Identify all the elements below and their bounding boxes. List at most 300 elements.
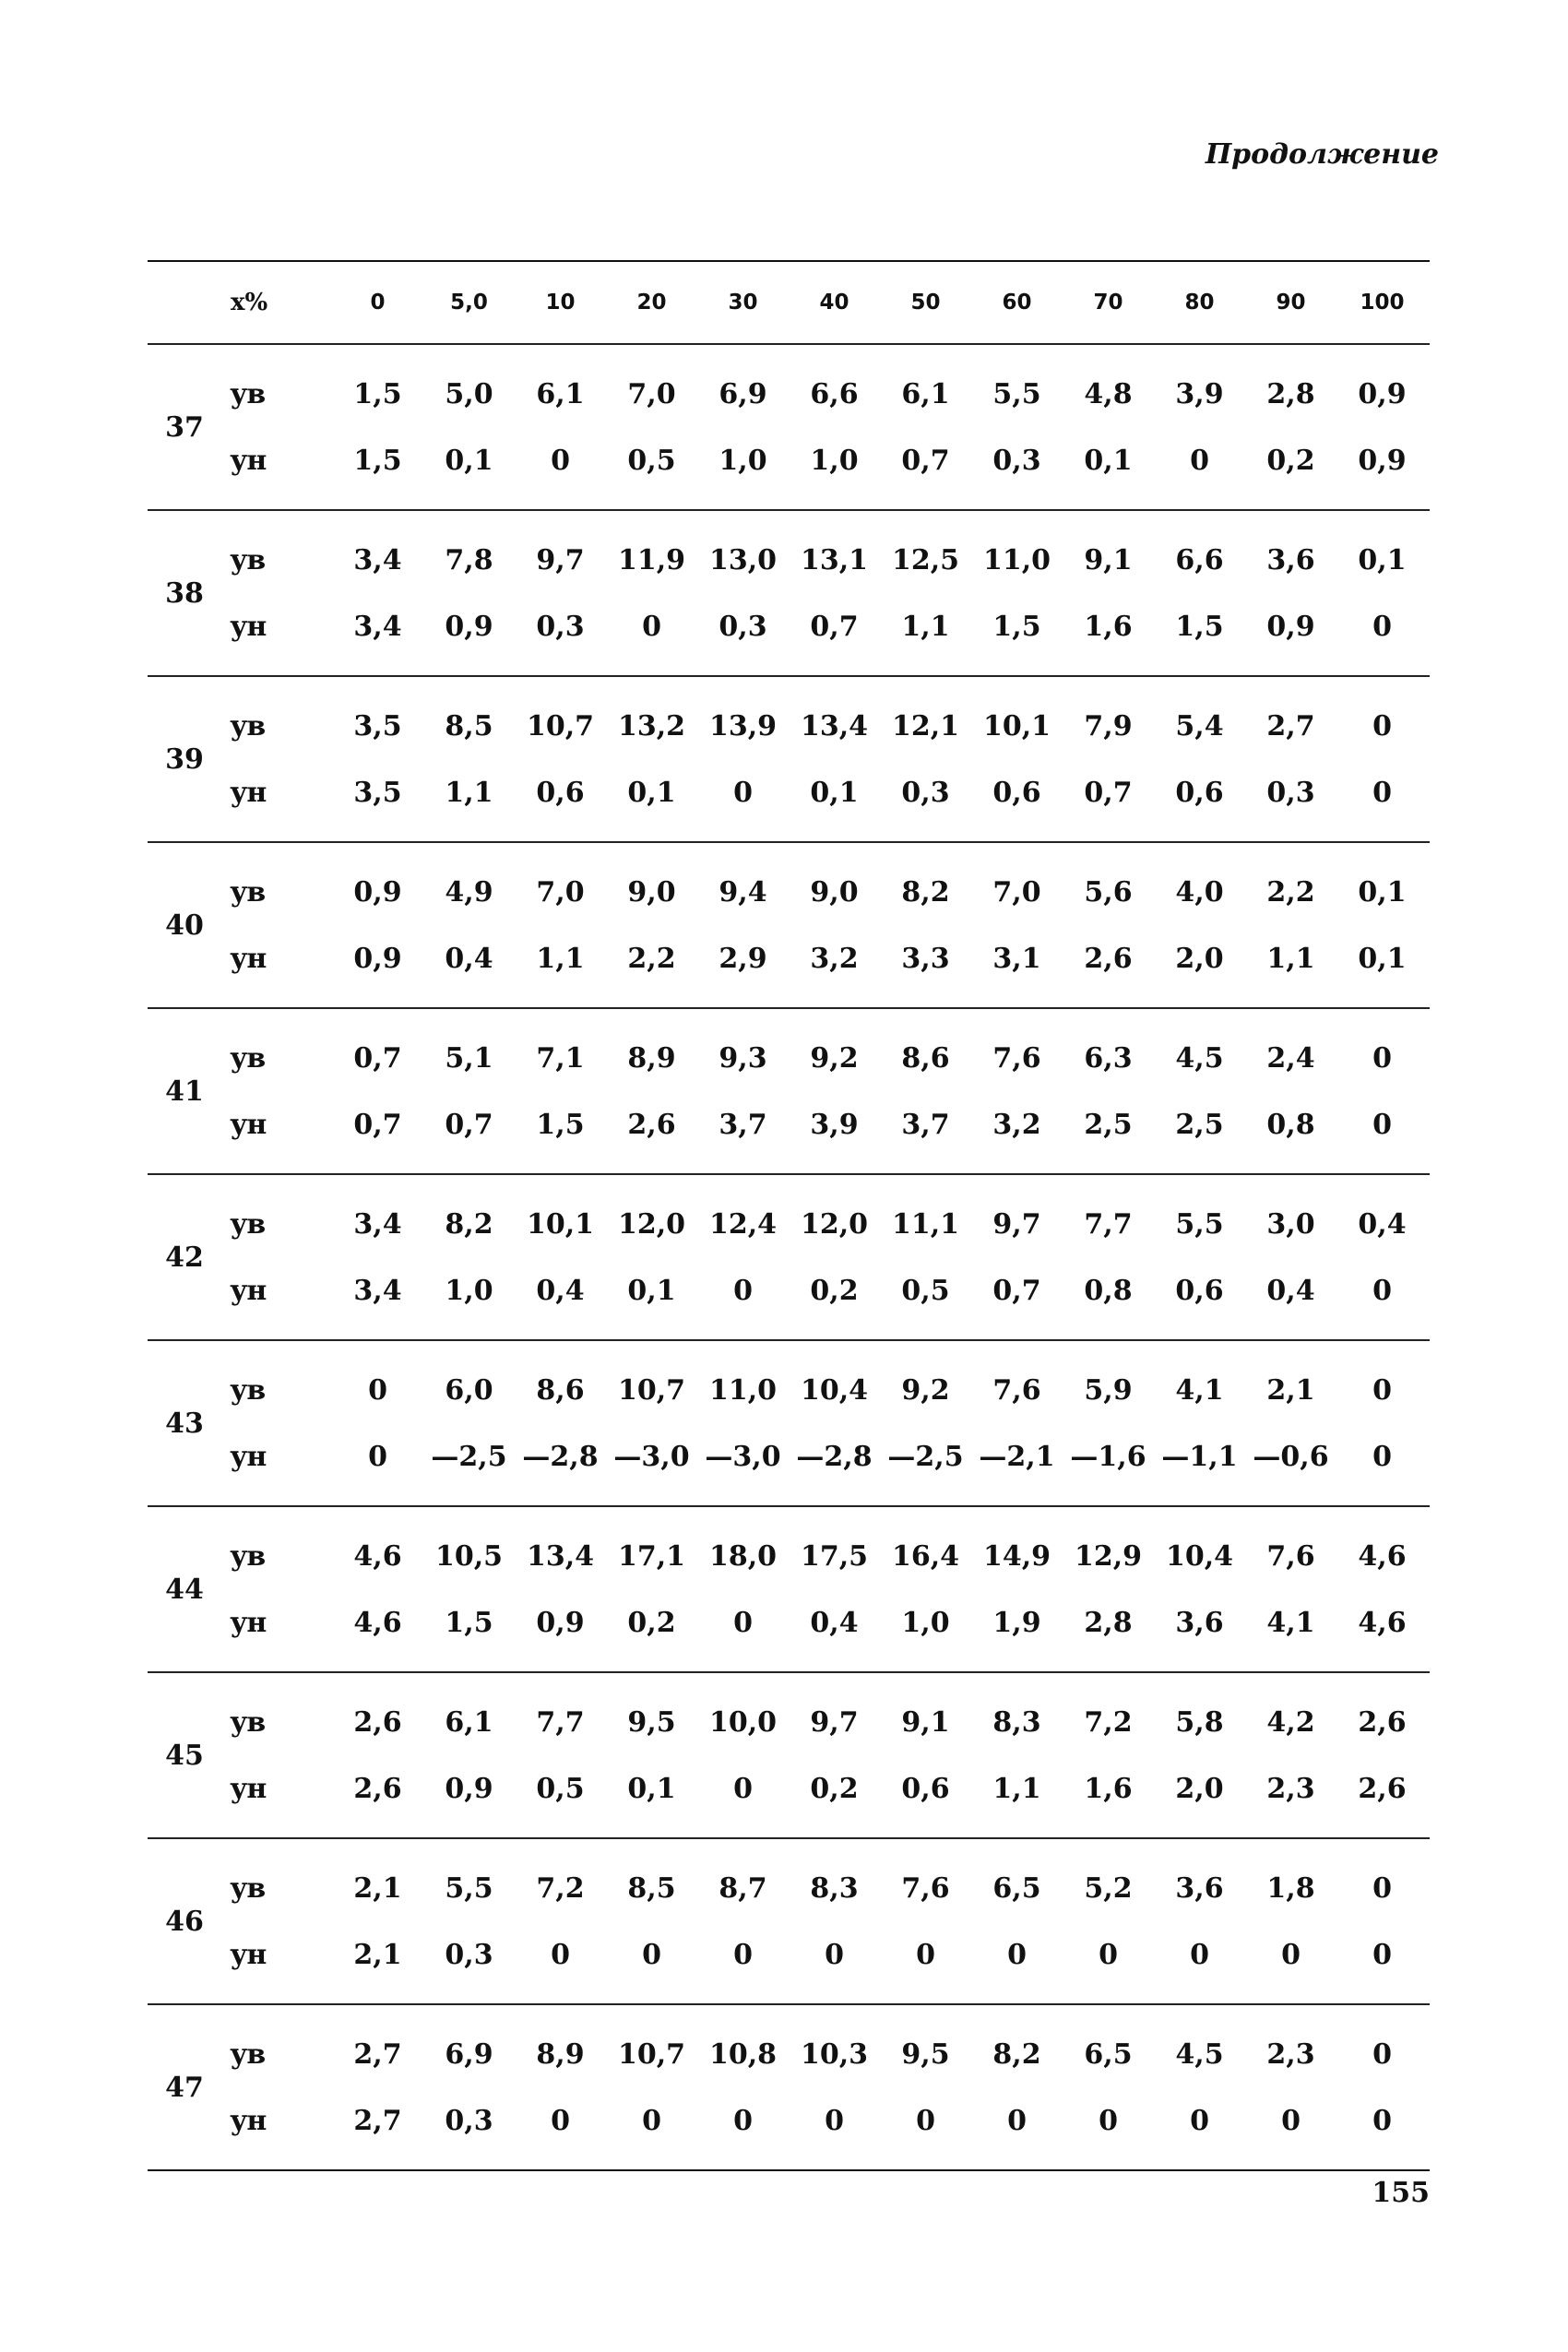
table-cell: 10,3 — [800, 2037, 869, 2071]
table-cell: 6,1 — [901, 377, 950, 410]
table-cell: 4,8 — [1084, 377, 1133, 410]
table-cell: 0,2 — [627, 1606, 676, 1639]
table-cell: 0 — [733, 1606, 753, 1639]
table-cell: 3,0 — [1266, 1207, 1315, 1241]
table-cell: 1,0 — [719, 444, 767, 477]
table-cell: 0,4 — [810, 1606, 859, 1639]
group-number: 41 — [165, 1075, 204, 1108]
table-cell: 0 — [551, 1938, 570, 1971]
table-cell: 6,0 — [445, 1373, 493, 1407]
table-cell: 0 — [642, 610, 661, 643]
table-cell: 8,5 — [445, 709, 493, 742]
table-cell: 8,2 — [445, 1207, 493, 1241]
table-cell: 0,1 — [627, 1274, 676, 1307]
table-cell: 9,4 — [719, 875, 767, 909]
table-cell: 0,2 — [1266, 444, 1315, 477]
column-header: 50 — [910, 291, 941, 315]
row-label: yн — [231, 776, 267, 809]
table-cell: 3,4 — [353, 610, 402, 643]
table-cell: 7,7 — [536, 1705, 585, 1739]
table-cell: 4,1 — [1175, 1373, 1224, 1407]
row-label: yн — [231, 1938, 267, 1971]
table-cell: 3,7 — [719, 1108, 767, 1141]
table-cell: 10,4 — [1165, 1539, 1234, 1573]
table-cell: 10,7 — [526, 709, 595, 742]
table-cell: 0,6 — [992, 776, 1041, 809]
table-cell: 0,8 — [1084, 1274, 1133, 1307]
table-cell: 9,7 — [810, 1705, 859, 1739]
table-group — [148, 2005, 1430, 2169]
table-cell: 0,5 — [627, 444, 676, 477]
table-cell: 10,8 — [708, 2037, 778, 2071]
table-cell: 0 — [825, 2104, 844, 2137]
table-cell: 4,6 — [353, 1606, 402, 1639]
table-cell: 12,9 — [1074, 1539, 1143, 1573]
table-cell: 3,6 — [1175, 1606, 1224, 1639]
table-cell: 1,5 — [1175, 610, 1224, 643]
table-cell: 8,3 — [992, 1705, 1041, 1739]
table-cell: 0 — [825, 1938, 844, 1971]
table-cell: 1,6 — [1084, 1772, 1133, 1805]
table-cell: 0 — [1007, 2104, 1027, 2137]
table-cell: 3,3 — [901, 942, 950, 975]
table-row — [221, 606, 1428, 647]
table-cell: 10,1 — [526, 1207, 595, 1241]
table-cell: 10,5 — [434, 1539, 504, 1573]
table-cell: 11,0 — [708, 1373, 778, 1407]
table-cell: 5,1 — [445, 1041, 493, 1075]
table-cell: 2,8 — [1084, 1606, 1133, 1639]
table-cell: 2,1 — [353, 1938, 402, 1971]
table-row — [221, 1370, 1428, 1410]
table-cell: 0,9 — [445, 1772, 493, 1805]
table-cell: 9,2 — [810, 1041, 859, 1075]
table-cell: 9,7 — [536, 543, 585, 576]
table-cell: 13,4 — [800, 709, 869, 742]
table-cell: 4,5 — [1175, 2037, 1224, 2071]
table-cell: 9,7 — [992, 1207, 1041, 1241]
table-cell: 14,9 — [982, 1539, 1051, 1573]
group-number: 39 — [165, 742, 204, 776]
table-cell: 17,1 — [617, 1539, 686, 1573]
table-cell: 10,1 — [982, 709, 1051, 742]
table-cell: 7,0 — [992, 875, 1041, 909]
continuation-label: Продолжение — [1205, 138, 1439, 171]
table-cell: 1,1 — [536, 942, 585, 975]
table-group — [148, 1175, 1430, 1339]
table-cell: 0 — [1372, 1871, 1392, 1905]
table-cell: 0,2 — [810, 1772, 859, 1805]
table-cell: 8,2 — [992, 2037, 1041, 2071]
table-row — [221, 2100, 1428, 2141]
table-cell: 2,6 — [1358, 1772, 1407, 1805]
table-row — [221, 1436, 1428, 1477]
row-label: yв — [231, 2037, 267, 2071]
table-cell: 7,2 — [1084, 1705, 1133, 1739]
table-cell: 0 — [1190, 444, 1209, 477]
table-cell: 11,1 — [891, 1207, 960, 1241]
table-cell: 2,2 — [627, 942, 676, 975]
table-cell: —0,6 — [1253, 1440, 1329, 1473]
table-cell: 1,0 — [445, 1274, 493, 1307]
table-cell: 4,2 — [1266, 1705, 1315, 1739]
table-cell: 9,0 — [810, 875, 859, 909]
table-cell: 8,3 — [810, 1871, 859, 1905]
group-number: 46 — [165, 1905, 204, 1938]
table-cell: 0,3 — [719, 610, 767, 643]
table-cell: 7,1 — [536, 1041, 585, 1075]
table-cell: 1,5 — [992, 610, 1041, 643]
column-header: 100 — [1360, 291, 1405, 315]
table-cell: 2,7 — [353, 2104, 402, 2137]
table-cell: 9,1 — [1084, 543, 1133, 576]
table-row — [221, 1104, 1428, 1145]
table-cell: 0,6 — [1175, 776, 1224, 809]
table-row — [221, 2034, 1428, 2074]
table-cell: 0,5 — [536, 1772, 585, 1805]
table-cell: —3,0 — [613, 1440, 690, 1473]
table-cell: 0 — [368, 1440, 387, 1473]
table-cell: 8,6 — [901, 1041, 950, 1075]
table-cell: 0,4 — [445, 942, 493, 975]
table-cell: 10,4 — [800, 1373, 869, 1407]
table-cell: —2,5 — [431, 1440, 507, 1473]
row-label: yн — [231, 1108, 267, 1141]
table-cell: 2,7 — [1266, 709, 1315, 742]
group-number: 37 — [165, 410, 204, 444]
table-cell: 0,7 — [353, 1041, 402, 1075]
table-cell: 4,6 — [353, 1539, 402, 1573]
table-cell: 3,9 — [810, 1108, 859, 1141]
column-header: 5,0 — [450, 291, 488, 315]
row-label: yн — [231, 942, 267, 975]
table-cell: 3,4 — [353, 543, 402, 576]
row-label: yв — [231, 543, 267, 576]
table-cell: 7,9 — [1084, 709, 1133, 742]
table-cell: 17,5 — [800, 1539, 869, 1573]
table-header — [148, 262, 1430, 343]
table-cell: 2,9 — [719, 942, 767, 975]
table-cell: 0 — [368, 1373, 387, 1407]
group-number: 43 — [165, 1407, 204, 1440]
table-bottom-rule — [148, 2169, 1430, 2171]
table-cell: 13,9 — [708, 709, 778, 742]
column-header: 40 — [819, 291, 849, 315]
row-label: yн — [231, 1440, 267, 1473]
table-cell: 5,6 — [1084, 875, 1133, 909]
table-cell: 11,0 — [982, 543, 1051, 576]
table-cell: 9,0 — [627, 875, 676, 909]
table-cell: 1,1 — [901, 610, 950, 643]
table-cell: 0,1 — [1358, 942, 1407, 975]
table-row — [221, 540, 1428, 580]
table-cell: 0,9 — [1266, 610, 1315, 643]
table-cell: 5,5 — [445, 1871, 493, 1905]
table-cell: 0 — [1372, 776, 1392, 809]
table-cell: 0 — [1190, 1938, 1209, 1971]
table-cell: 5,4 — [1175, 709, 1224, 742]
table-cell: 0 — [1099, 1938, 1118, 1971]
column-header: 70 — [1093, 291, 1123, 315]
table-row — [221, 1868, 1428, 1908]
table-cell: 0,6 — [1175, 1274, 1224, 1307]
table-cell: 7,0 — [536, 875, 585, 909]
table-cell: 8,9 — [536, 2037, 585, 2071]
table-cell: 0 — [733, 1274, 753, 1307]
table-cell: 5,2 — [1084, 1871, 1133, 1905]
table-cell: 7,6 — [992, 1373, 1041, 1407]
table-cell: 0 — [1372, 2104, 1392, 2137]
table-row — [221, 772, 1428, 813]
table-cell: 3,9 — [1175, 377, 1224, 410]
table-cell: 0,4 — [536, 1274, 585, 1307]
table-cell: 0,1 — [1084, 444, 1133, 477]
table-cell: 7,6 — [901, 1871, 950, 1905]
table-cell: 6,9 — [445, 2037, 493, 2071]
table-cell: 7,8 — [445, 543, 493, 576]
table-cell: 7,6 — [1266, 1539, 1315, 1573]
table-cell: 0,3 — [992, 444, 1041, 477]
table-cell: 2,3 — [1266, 2037, 1315, 2071]
table-cell: 0,3 — [536, 610, 585, 643]
table-cell: 4,6 — [1358, 1539, 1407, 1573]
table-cell: 0 — [733, 1938, 753, 1971]
group-number: 42 — [165, 1241, 204, 1274]
table-cell: 4,9 — [445, 875, 493, 909]
row-label: yн — [231, 2104, 267, 2137]
table-cell: 0 — [916, 1938, 935, 1971]
table-cell: 0 — [916, 2104, 935, 2137]
column-header: 30 — [728, 291, 758, 315]
table-group — [148, 1673, 1430, 1837]
table-cell: —2,5 — [887, 1440, 964, 1473]
row-label: yн — [231, 1772, 267, 1805]
table-cell: —1,6 — [1070, 1440, 1146, 1473]
table-cell: 3,6 — [1266, 543, 1315, 576]
table-cell: 0,7 — [1084, 776, 1133, 809]
table-cell: 0,4 — [1358, 1207, 1407, 1241]
table-cell: 12,1 — [891, 709, 960, 742]
table-cell: 10,7 — [617, 1373, 686, 1407]
row-label: yв — [231, 1041, 267, 1075]
table-group — [148, 1839, 1430, 2003]
row-label: yв — [231, 1871, 267, 1905]
table-cell: 13,0 — [708, 543, 778, 576]
table-cell: 0 — [642, 2104, 661, 2137]
table-cell: 2,1 — [1266, 1373, 1315, 1407]
table-cell: 9,5 — [901, 2037, 950, 2071]
table-cell: 2,6 — [353, 1772, 402, 1805]
table-cell: 0,1 — [627, 1772, 676, 1805]
table-cell: 1,1 — [1266, 942, 1315, 975]
table-cell: 9,5 — [627, 1705, 676, 1739]
table-cell: 2,6 — [1084, 942, 1133, 975]
table-cell: 11,9 — [617, 543, 686, 576]
column-header: 60 — [1002, 291, 1032, 315]
table-cell: 1,1 — [445, 776, 493, 809]
table-cell: 7,6 — [992, 1041, 1041, 1075]
table-cell: 4,1 — [1266, 1606, 1315, 1639]
table-cell: 6,6 — [810, 377, 859, 410]
table-cell: 0,9 — [1358, 377, 1407, 410]
table-cell: 2,5 — [1175, 1108, 1224, 1141]
table-cell: 3,7 — [901, 1108, 950, 1141]
table-cell: 0,1 — [1358, 875, 1407, 909]
table-cell: 0,1 — [810, 776, 859, 809]
table-cell: 6,1 — [445, 1705, 493, 1739]
group-number: 47 — [165, 2071, 204, 2104]
table-cell: 0,7 — [445, 1108, 493, 1141]
table-cell: 0 — [1372, 709, 1392, 742]
table-cell: 3,2 — [992, 1108, 1041, 1141]
table-cell: 2,0 — [1175, 1772, 1224, 1805]
table-row — [221, 1038, 1428, 1078]
table-cell: 5,5 — [992, 377, 1041, 410]
table-cell: 0 — [1007, 1938, 1027, 1971]
table-cell: 3,4 — [353, 1274, 402, 1307]
table-cell: 0 — [551, 2104, 570, 2137]
table-cell: 0 — [1372, 1440, 1392, 1473]
x-percent-label: x% — [231, 289, 268, 316]
table-cell: 0 — [1372, 1274, 1392, 1307]
table-cell: 0 — [733, 776, 753, 809]
table-cell: 0,1 — [445, 444, 493, 477]
table-cell: 1,5 — [536, 1108, 585, 1141]
table-cell: 6,5 — [992, 1871, 1041, 1905]
row-label: yв — [231, 377, 267, 410]
table-cell: 13,2 — [617, 709, 686, 742]
row-label: yн — [231, 1606, 267, 1639]
table-cell: 0 — [1372, 1108, 1392, 1141]
table-cell: 0,8 — [1266, 1108, 1315, 1141]
table-cell: 0,9 — [1358, 444, 1407, 477]
table-group — [148, 345, 1430, 509]
row-label: yн — [231, 1274, 267, 1307]
table-cell: 8,5 — [627, 1871, 676, 1905]
table-cell: 0,7 — [901, 444, 950, 477]
table-row — [221, 1270, 1428, 1311]
table-cell: 0,3 — [445, 2104, 493, 2137]
table-cell: 0,9 — [445, 610, 493, 643]
table-row — [221, 872, 1428, 912]
table-cell: 0 — [642, 1938, 661, 1971]
table-cell: 0 — [1281, 1938, 1301, 1971]
table-cell: —2,1 — [979, 1440, 1055, 1473]
table-cell: 0 — [1372, 610, 1392, 643]
table-cell: 6,3 — [1084, 1041, 1133, 1075]
table-row — [221, 938, 1428, 979]
table-cell: 0 — [1372, 1938, 1392, 1971]
table-cell: 0 — [1372, 1373, 1392, 1407]
row-label: yн — [231, 610, 267, 643]
group-number: 40 — [165, 909, 204, 942]
table-cell: 1,5 — [445, 1606, 493, 1639]
table-row — [221, 1204, 1428, 1244]
table-cell: 6,6 — [1175, 543, 1224, 576]
table-row — [221, 374, 1428, 414]
row-label: yв — [231, 875, 267, 909]
table-cell: 6,1 — [536, 377, 585, 410]
table-cell: 0 — [1099, 2104, 1118, 2137]
table-cell: 0 — [1372, 1041, 1392, 1075]
table-cell: 5,5 — [1175, 1207, 1224, 1241]
table-cell: 0,7 — [353, 1108, 402, 1141]
table-cell: 3,6 — [1175, 1871, 1224, 1905]
row-label: yн — [231, 444, 267, 477]
table-cell: —2,8 — [796, 1440, 873, 1473]
table-cell: 0 — [1190, 2104, 1209, 2137]
table-cell: 3,4 — [353, 1207, 402, 1241]
table-cell: 2,6 — [353, 1705, 402, 1739]
group-number: 38 — [165, 576, 204, 610]
table-cell: 1,5 — [353, 377, 402, 410]
table-cell: 2,0 — [1175, 942, 1224, 975]
table-cell: 2,7 — [353, 2037, 402, 2071]
row-label: yв — [231, 1373, 267, 1407]
table-cell: 4,5 — [1175, 1041, 1224, 1075]
table-cell: 0 — [733, 2104, 753, 2137]
table-cell: 1,1 — [992, 1772, 1041, 1805]
table-cell: 1,6 — [1084, 610, 1133, 643]
table-row — [221, 1934, 1428, 1975]
group-number: 45 — [165, 1739, 204, 1772]
table-cell: 0 — [1372, 2037, 1392, 2071]
table-cell: 0,1 — [1358, 543, 1407, 576]
table-row — [221, 440, 1428, 481]
table-cell: 9,2 — [901, 1373, 950, 1407]
table-cell: 13,1 — [800, 543, 869, 576]
table-cell: 0,1 — [627, 776, 676, 809]
table-cell: 0,6 — [901, 1772, 950, 1805]
row-label: yв — [231, 1705, 267, 1739]
table-cell: 1,8 — [1266, 1871, 1315, 1905]
column-header: 90 — [1276, 291, 1306, 315]
table-cell: 12,5 — [891, 543, 960, 576]
table-cell: 4,6 — [1358, 1606, 1407, 1639]
table-cell: 0,2 — [810, 1274, 859, 1307]
table-cell: 1,5 — [353, 444, 402, 477]
table-row — [221, 1536, 1428, 1576]
table-cell: 7,7 — [1084, 1207, 1133, 1241]
table-row — [221, 1768, 1428, 1809]
table-cell: 1,0 — [901, 1606, 950, 1639]
table-cell: 10,0 — [708, 1705, 778, 1739]
column-header: 10 — [545, 291, 576, 315]
table-cell: 2,3 — [1266, 1772, 1315, 1805]
data-table — [148, 260, 1430, 2171]
table-cell: 3,5 — [353, 776, 402, 809]
table-cell: 0 — [551, 444, 570, 477]
row-label: yв — [231, 1207, 267, 1241]
table-cell: 7,2 — [536, 1871, 585, 1905]
table-cell: 10,7 — [617, 2037, 686, 2071]
table-cell: 0,6 — [536, 776, 585, 809]
table-cell: 9,3 — [719, 1041, 767, 1075]
table-group — [148, 677, 1430, 841]
table-cell: 0,3 — [901, 776, 950, 809]
group-number: 44 — [165, 1573, 204, 1606]
table-cell: 2,1 — [353, 1871, 402, 1905]
table-cell: 6,9 — [719, 377, 767, 410]
table-cell: 0,9 — [353, 942, 402, 975]
table-row — [221, 1702, 1428, 1742]
table-cell: 2,5 — [1084, 1108, 1133, 1141]
table-cell: 4,0 — [1175, 875, 1224, 909]
table-cell: 8,2 — [901, 875, 950, 909]
table-group — [148, 843, 1430, 1007]
table-cell: 8,6 — [536, 1373, 585, 1407]
table-cell: 2,6 — [627, 1108, 676, 1141]
